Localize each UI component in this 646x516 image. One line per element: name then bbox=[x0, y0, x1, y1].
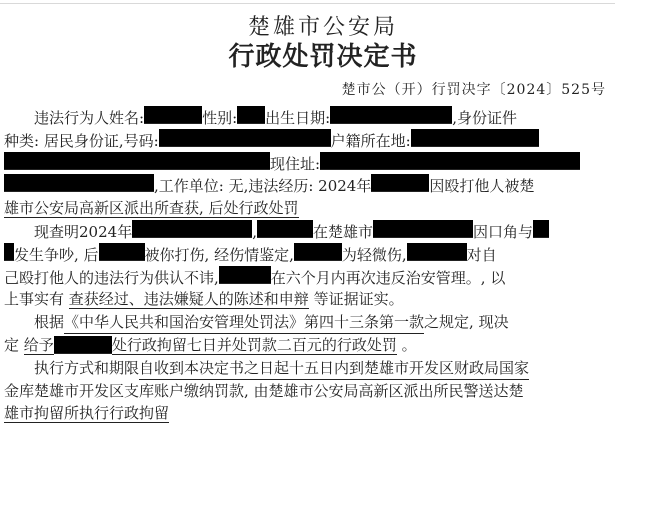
document-number: 楚市公（开）行罚决字〔2024〕525号 bbox=[341, 82, 606, 98]
redacted-victim-cont bbox=[4, 243, 14, 260]
redacted-location bbox=[373, 220, 473, 237]
redacted-offender-3 bbox=[54, 336, 112, 353]
redacted-address bbox=[320, 152, 580, 169]
text-confession: 己殴打他人的违法行为供认不讳, bbox=[4, 267, 219, 289]
redacted-id-number bbox=[159, 129, 331, 146]
line-legal-basis bbox=[4, 311, 608, 334]
text-repeat: 在六个月内再次违反治安管理。 bbox=[271, 267, 481, 289]
label-employer: ,工作单位: 无,违法经历: 2024年 bbox=[154, 175, 371, 197]
label-address: 现住址: bbox=[270, 153, 320, 175]
line-injury bbox=[4, 243, 608, 266]
issuing-agency: 楚雄市公安局 bbox=[247, 15, 398, 40]
top-rule bbox=[0, 3, 615, 4]
line-address bbox=[4, 152, 608, 175]
redacted-offender bbox=[407, 243, 467, 260]
redacted-household-cont bbox=[4, 152, 270, 169]
text-execution-label: 执行方式和期限 bbox=[34, 358, 140, 377]
label-id-type: ,身份证件 bbox=[452, 107, 517, 129]
line-confession bbox=[4, 266, 608, 289]
text-give: 给予 bbox=[23, 335, 54, 354]
text-execution-3: 雄市拘留所执行行政拘留 bbox=[4, 404, 170, 423]
redacted-offender-2 bbox=[219, 266, 271, 283]
text-prior-record-cont: 雄市公安局高新区派出所查获, 后处行政处罚 bbox=[4, 199, 299, 218]
redacted-name bbox=[144, 106, 202, 123]
text-law: 《中华人民共和国治安管理处罚法》第四十三条第一款 bbox=[64, 311, 424, 334]
line-evidence bbox=[4, 288, 608, 311]
redacted-gender bbox=[237, 106, 265, 123]
text-minor-injury: 为轻微伤, bbox=[342, 244, 407, 266]
line-id-number bbox=[4, 129, 608, 152]
line-execution bbox=[4, 357, 608, 380]
line-execution-3 bbox=[4, 402, 608, 425]
text-comma: , bbox=[252, 221, 257, 243]
text-decide-cont: 定 bbox=[4, 335, 20, 354]
text-evidence-intro: 上事实有 bbox=[4, 290, 65, 309]
text-execution: 自收到本决定书之日起十五日内到楚雄市开发区财政局国家 bbox=[139, 357, 529, 380]
redacted-victim-3 bbox=[294, 243, 342, 260]
text-injured: 被你打伤, 经伤情鉴定, bbox=[145, 244, 294, 266]
text-location: 在楚雄市 bbox=[313, 221, 373, 243]
redacted-birthdate bbox=[330, 106, 452, 123]
redacted-time bbox=[257, 220, 313, 237]
redacted-date bbox=[371, 174, 429, 191]
line-offender bbox=[4, 106, 608, 129]
redacted-address-cont bbox=[4, 174, 154, 191]
redacted-victim-2 bbox=[99, 243, 145, 260]
label-gender: 性别: bbox=[202, 107, 237, 129]
line-execution-2 bbox=[4, 380, 608, 403]
line-employer bbox=[4, 174, 608, 197]
line-prior-record-cont bbox=[4, 197, 608, 220]
label-name: 姓名: bbox=[109, 107, 144, 129]
redacted-victim bbox=[533, 220, 549, 237]
text-evidence-end: 等证据证实。 bbox=[313, 290, 404, 309]
label-household: 户籍所在地: bbox=[331, 130, 411, 152]
text-execution-2: 金库楚雄市开发区支库账户缴纳罚款, 由楚雄市公安局高新区派出所民警送达楚 bbox=[4, 380, 524, 403]
text-dispute: 发生争吵, 后 bbox=[14, 244, 99, 266]
label-id-number: 种类: 居民身份证,号码: bbox=[4, 130, 159, 152]
text-penalty: 处行政拘留七日并处罚款二百元的行政处罚 bbox=[111, 335, 397, 354]
text-decide: 之规定, 现决 bbox=[424, 313, 509, 332]
redacted-date-2 bbox=[132, 220, 252, 237]
text-quarrel: 因口角与 bbox=[473, 221, 533, 243]
text-period: 。 bbox=[401, 335, 417, 354]
text-findings: 现查明 bbox=[34, 222, 80, 241]
text-therefore: , 以 bbox=[480, 268, 506, 287]
label-birthdate: 出生日期: bbox=[265, 107, 330, 129]
line-penalty bbox=[4, 334, 608, 357]
text-according: 根据 bbox=[34, 313, 65, 332]
redacted-household bbox=[411, 129, 539, 146]
document-title: 行政处罚决定书 bbox=[228, 42, 418, 72]
text-year: 2024年 bbox=[79, 221, 132, 243]
decision-body bbox=[4, 106, 608, 425]
text-to-self: 对自 bbox=[467, 244, 497, 266]
text-evidence: 查获经过、违法嫌疑人的陈述和申辩 bbox=[68, 290, 309, 309]
text-prior-record: 因殴打他人被楚 bbox=[429, 175, 534, 197]
line-findings bbox=[4, 220, 608, 243]
label-offender: 违法行为人 bbox=[34, 109, 110, 127]
